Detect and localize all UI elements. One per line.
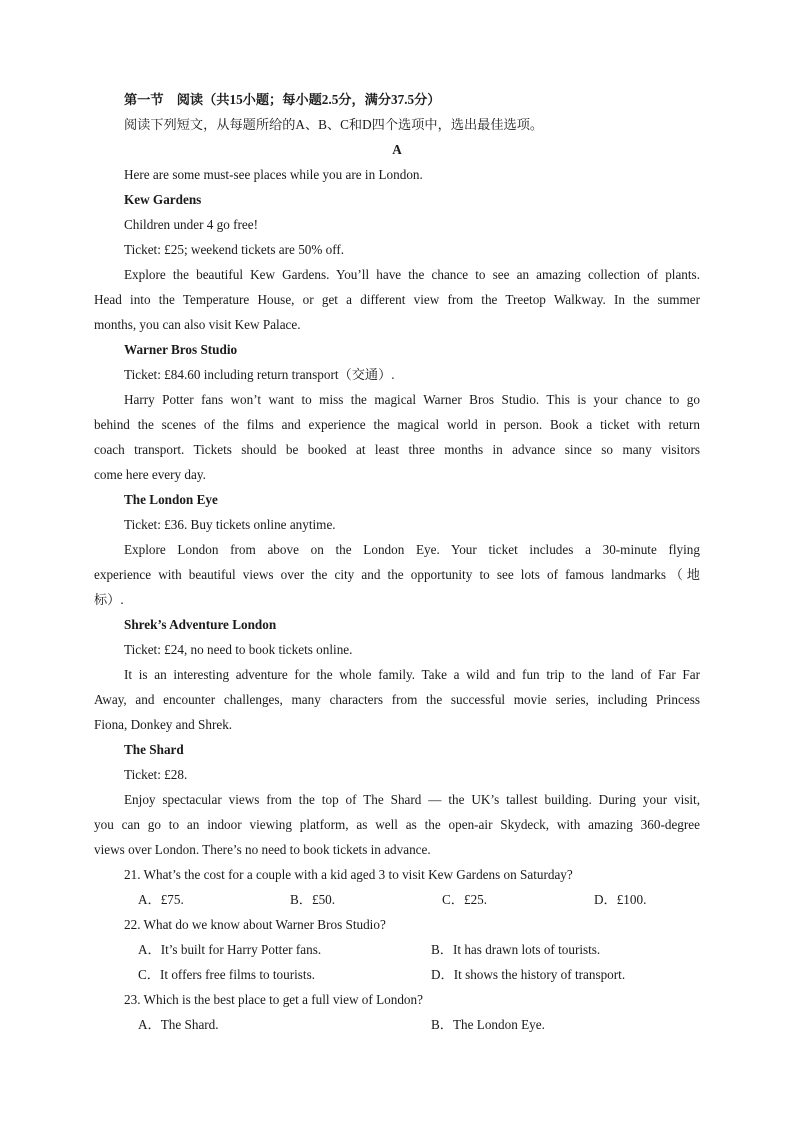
- warner-studio-body-line: Harry Potter fans won’t want to miss the magical Warner Bros Studio. This is your chance to go: [124, 392, 700, 407]
- warner-studio-body-line: behind the scenes of the films and experience the magical world in person. Book a ticket with return: [94, 417, 700, 432]
- question-21-option-d[interactable]: D．£100.: [594, 892, 647, 907]
- shrek-adventure-title: Shrek’s Adventure London: [124, 617, 277, 632]
- kew-gardens-body-line: Explore the beautiful Kew Gardens. You’ll have the chance to see an amazing collection of plants.: [124, 267, 700, 282]
- question-23-option-a[interactable]: A．The Shard.: [138, 1017, 219, 1032]
- shrek-adventure-body-line: Fiona, Donkey and Shrek.: [94, 717, 233, 732]
- question-21-stem: 21. What’s the cost for a couple with a kid aged 3 to visit Kew Gardens on Saturday?: [124, 867, 573, 882]
- warner-studio-body-line: coach transport. Tickets should be booked at least three months in advance since so many visitors: [94, 442, 700, 457]
- passage-intro: Here are some must-see places while you are in London.: [124, 167, 423, 182]
- kew-gardens-body-line: Head into the Temperature House, or get a different view from the Treetop Walkway. In the summer: [94, 292, 700, 307]
- passage-label: A: [392, 142, 402, 157]
- question-23-stem: 23. Which is the best place to get a full view of London?: [124, 992, 423, 1007]
- warner-studio-title: Warner Bros Studio: [124, 342, 238, 357]
- london-eye-title: The London Eye: [124, 492, 218, 507]
- shrek-adventure-body-line: Away, and encounter challenges, many characters from the successful movie series, including Princess: [94, 692, 700, 707]
- question-22-option-b[interactable]: B．It has drawn lots of tourists.: [431, 942, 601, 957]
- kew-gardens-ticket: Ticket: £25; weekend tickets are 50% off.: [124, 242, 345, 257]
- question-22-options-row-2: [94, 962, 700, 987]
- section-heading: 第一节 阅读（共15小题；每小题2.5分，满分37.5分）: [124, 92, 441, 107]
- london-eye-ticket: Ticket: £36. Buy tickets online anytime.: [124, 517, 336, 532]
- question-21-option-c[interactable]: C．£25.: [442, 892, 488, 907]
- shard-title: The Shard: [124, 742, 184, 757]
- london-eye-body-line: experience with beautiful views over the city and the opportunity to see lots of famous landmarks（地: [94, 567, 700, 582]
- shard-body-line: Enjoy spectacular views from the top of The Shard — the UK’s tallest building. During your visit,: [124, 792, 700, 807]
- shard-body-line: views over London. There’s no need to book tickets in advance.: [94, 842, 431, 857]
- question-23-options: [94, 1012, 700, 1037]
- shrek-adventure-ticket: Ticket: £24, no need to book tickets online.: [124, 642, 353, 657]
- kew-gardens-note: Children under 4 go free!: [124, 217, 259, 232]
- exam-page: [94, 87, 700, 1037]
- question-21-option-b[interactable]: B．£50.: [290, 892, 336, 907]
- question-22-stem: 22. What do we know about Warner Bros Studio?: [124, 917, 386, 932]
- question-21-option-a[interactable]: A．£75.: [138, 892, 184, 907]
- warner-studio-body-line: come here every day.: [94, 467, 206, 482]
- question-22-option-d[interactable]: D．It shows the history of transport.: [431, 967, 626, 982]
- question-23-option-b[interactable]: B．The London Eye.: [431, 1017, 545, 1032]
- shard-ticket: Ticket: £28.: [124, 767, 188, 782]
- question-22-option-c[interactable]: C．It offers free films to tourists.: [138, 967, 316, 982]
- section-instruction: 阅读下列短文，从每题所给的A、B、C和D四个选项中，选出最佳选项。: [124, 117, 544, 132]
- warner-studio-ticket: Ticket: £84.60 including return transport（交通）.: [124, 367, 395, 382]
- question-22-options-row-1: [94, 937, 700, 962]
- question-21-options: [94, 887, 700, 912]
- london-eye-body-line: Explore London from above on the London Eye. Your ticket includes a 30-minute flying: [124, 542, 700, 557]
- kew-gardens-title: Kew Gardens: [124, 192, 202, 207]
- kew-gardens-body-line: months, you can also visit Kew Palace.: [94, 317, 301, 332]
- shrek-adventure-body-line: It is an interesting adventure for the whole family. Take a wild and fun trip to the land of Far Far: [124, 667, 700, 682]
- shard-body-line: you can go to an indoor viewing platform, as well as the open-air Skydeck, with amazing 360-degree: [94, 817, 700, 832]
- london-eye-body-line: 标）.: [94, 592, 124, 607]
- question-22-option-a[interactable]: A．It’s built for Harry Potter fans.: [138, 942, 322, 957]
